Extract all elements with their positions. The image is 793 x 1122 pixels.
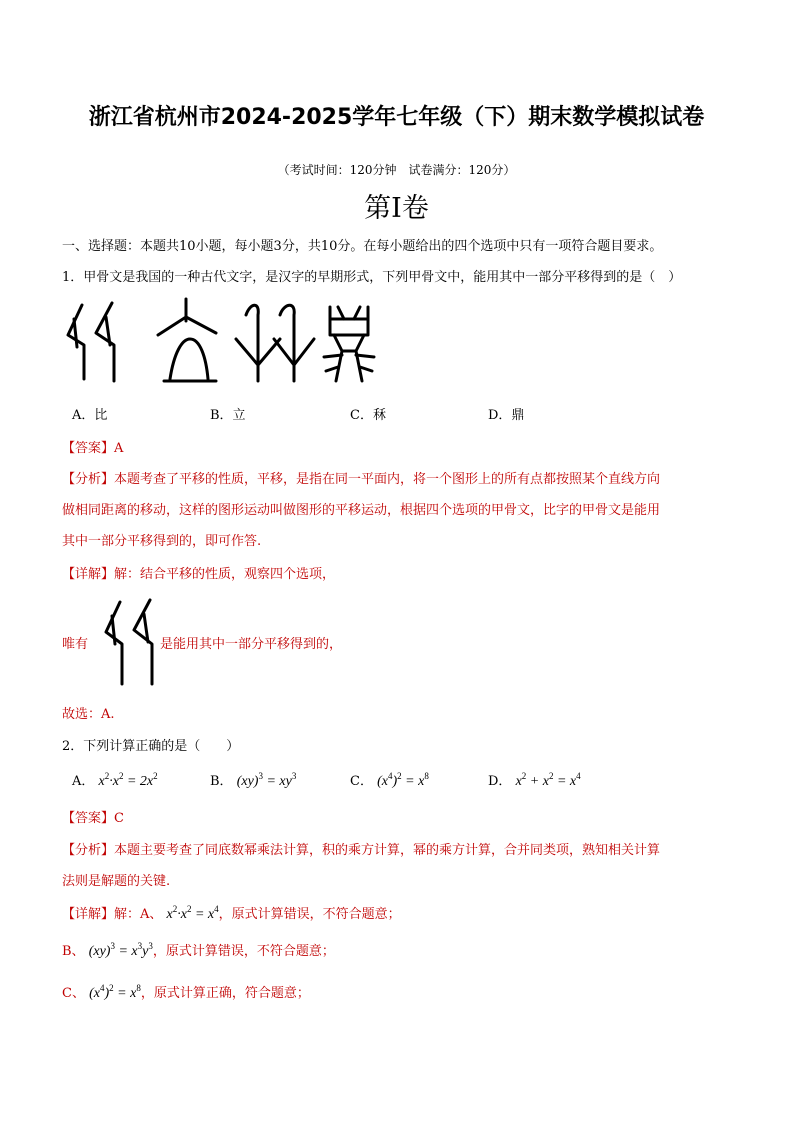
q1-answer-value: A [114, 441, 124, 456]
q2-answer [62, 807, 124, 826]
q1-detail-line-1 [62, 563, 335, 582]
q2-option-b [210, 770, 296, 790]
q1-option-d: D．鼎 [488, 408, 525, 423]
oracle-glyph-bi [68, 303, 114, 381]
q2-option-a-formula: $x^2\cdot x^2 = 2x^2$ [98, 771, 158, 789]
q1-analysis-line-2: 做相同距离的移动，这样的图形运动叫做图形的平移运动，根据四个选项的甲骨文，比字的甲骨文是能用 [62, 503, 661, 518]
q1-detail-2a: 唯有 [62, 637, 89, 652]
oracle-bone-figures [60, 295, 380, 387]
q2-detail-c-prefix: C、 [62, 986, 85, 1001]
q1-option-c: C．秝 [350, 408, 386, 423]
q2-option-d [488, 770, 581, 790]
q2-option-c-formula: $(x^4)^2 = x^8$ [377, 771, 429, 789]
q1-analysis-text-1: 本题考查了平移的性质，平移，是指在同一平面内，将一个图形上的所有点都按照某个直线方向 [114, 472, 661, 487]
q2-detail-b-suffix: ，原式计算错误，不符合题意； [152, 944, 335, 959]
q2-analysis-line-1 [62, 839, 660, 858]
q2-detail-a-suffix: ，原式计算错误，不符合题意； [218, 907, 401, 922]
q2-detail-label: 【详解】 [62, 907, 115, 922]
q2-detail-c [62, 982, 310, 1002]
q2-option-d-label: D． [488, 774, 512, 789]
q2-answer-value: C [114, 811, 124, 826]
oracle-glyph-ding [324, 307, 374, 381]
q1-analysis-label: 【分析】 [62, 472, 115, 487]
q2-detail-c-formula: $(x^4)^2 = x^8$ [89, 983, 141, 1001]
q1-answer-label: 【答案】 [62, 441, 115, 456]
volume-heading: 第Ⅰ卷 [364, 193, 429, 224]
q2-analysis-text-1: 本题主要考查了同底数幂乘法计算，积的乘方计算，幂的乘方计算，合并同类项，熟知相关计算 [114, 843, 661, 858]
page-title: 浙江省杭州市2024-2025学年七年级（下）期末数学模拟试卷 [88, 105, 705, 130]
q1-detail-text-1: 解：结合平移的性质，观察四个选项， [114, 567, 336, 582]
q2-detail-c-suffix: ，原式计算正确，符合题意； [140, 986, 310, 1001]
oracle-glyph-li-grain [236, 305, 314, 381]
q2-detail-a-formula: $x^2\cdot x^2 = x^4$ [166, 904, 219, 922]
q2-detail-b [62, 940, 335, 960]
q1-stem: 1．甲骨文是我国的一种古代文字，是汉字的早期形式，下列甲骨文中，能用其中一部分平移得到的是（ ） [62, 270, 682, 285]
q2-answer-label: 【答案】 [62, 811, 115, 826]
q1-detail-label: 【详解】 [62, 567, 115, 582]
q2-analysis-line-2: 法则是解题的关键. [62, 874, 171, 889]
q2-detail-b-prefix: B、 [62, 944, 85, 959]
q2-option-a-label: A． [72, 774, 95, 789]
q2-option-d-formula: $x^2 + x^2 = x^4$ [515, 771, 581, 789]
oracle-glyph-bi-answer [98, 596, 160, 688]
q1-detail-2b: 是能用其中一部分平移得到的， [160, 637, 343, 652]
q1-conclusion: 故选：A. [62, 707, 115, 722]
q2-option-c-label: C． [350, 774, 373, 789]
q2-option-b-formula: $(xy)^3 = xy^3$ [236, 771, 297, 789]
q2-detail-a-prefix: 解：A、 [114, 907, 163, 922]
q2-option-a [72, 770, 158, 790]
q1-analysis-line-3: 其中一部分平移得到的，即可作答. [62, 534, 262, 549]
exam-info: （考试时间：120分钟 试卷满分：120分） [277, 163, 516, 177]
q2-analysis-label: 【分析】 [62, 843, 115, 858]
q2-detail-a [62, 903, 401, 923]
q1-option-a: A．比 [72, 408, 108, 423]
q1-option-b: B．立 [210, 408, 246, 423]
oracle-glyph-li [158, 299, 216, 381]
q2-detail-b-formula: $(xy)^3 = x^3y^3$ [88, 941, 153, 959]
q2-option-c [350, 770, 429, 790]
q2-stem: 2．下列计算正确的是（ ） [62, 739, 240, 754]
section-heading: 一、选择题：本题共10小题，每小题3分，共10分。在每小题给出的四个选项中只有一项符合题目要求。 [62, 239, 663, 254]
q1-answer [62, 437, 123, 456]
q1-analysis-line-1 [62, 468, 660, 487]
q2-option-b-label: B． [210, 774, 233, 789]
